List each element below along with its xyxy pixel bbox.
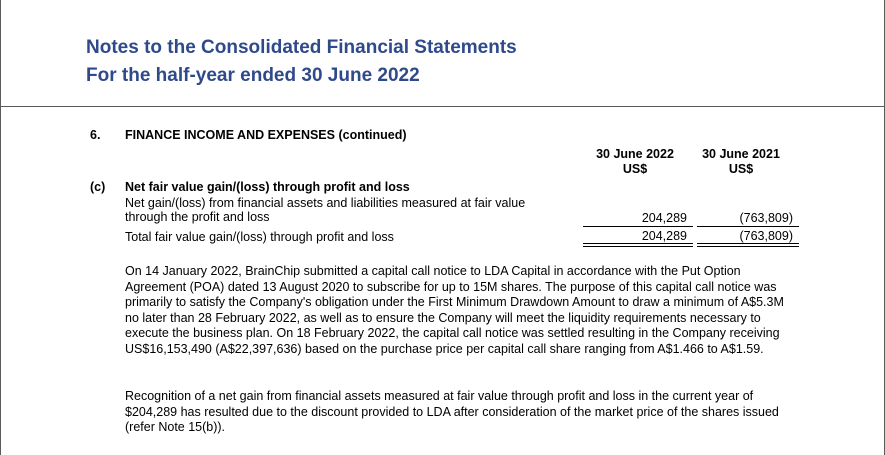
row-net-gain-2021: (763,809) — [739, 211, 793, 225]
row-total-2022: 204,289 — [641, 229, 687, 243]
column-header-2021 — [686, 147, 796, 177]
section-title: FINANCE INCOME AND EXPENSES (continued) — [125, 128, 407, 142]
row-net-gain-2022: 204,289 — [641, 211, 687, 225]
subsection-label: (c) — [90, 180, 106, 194]
paragraph-net-gain: Recognition of a net gain from financial assets measured at fair value through profit and loss in the current year of $204,289 has resulted due to the discount provided to LDA after consideration of the market price of the shares issued (refer Note 15(b)). — [125, 389, 779, 434]
column-date-2021: 30 June 2021 — [702, 147, 780, 161]
total-double-rule-top-2022 — [583, 243, 693, 244]
row-total-2021: (763,809) — [739, 229, 793, 243]
column-unit-2021: US$ — [728, 162, 754, 176]
header-title: Notes to the Consolidated Financial Statements — [86, 37, 517, 58]
total-double-rule-bottom-2022 — [583, 246, 693, 247]
page-header — [86, 34, 517, 90]
column-unit-2022: US$ — [622, 162, 648, 176]
header-divider — [0, 106, 885, 107]
total-double-rule-top-2021 — [697, 243, 799, 244]
row-total-label: Total fair value gain/(loss) through profit and loss — [125, 230, 394, 244]
row-net-gain-label: Net gain/(loss) from financial assets and liabilities measured at fair value through the profit and loss — [125, 196, 526, 224]
total-double-rule-bottom-2021 — [697, 246, 799, 247]
column-header-2022 — [580, 147, 690, 177]
subsection-title: Net fair value gain/(loss) through profit and loss — [125, 180, 410, 194]
subtotal-rule-2021 — [697, 226, 799, 227]
section-number: 6. — [90, 128, 101, 142]
header-subtitle: For the half-year ended 30 June 2022 — [86, 65, 420, 86]
subtotal-rule-2022 — [583, 226, 693, 227]
column-date-2022: 30 June 2022 — [596, 147, 674, 161]
paragraph-capital-call: On 14 January 2022, BrainChip submitted a capital call notice to LDA Capital in accordance with the Put Option Agreement (POA) dated 13 August 2020 to subscribe for up to 15M shares. The purpose of this capital call notice was primarily to satisfy the Company's obligation under the First Minimum Drawdown Amount to draw a minimum of A$5.3M no later than 28 February 2022, as well as to ensure the Company will meet the liquidity requirements necessary to execute the business plan. On 18 February 2022, the capital call notice was settled resulting in the Company receiving US$16,153,490 (A$22,397,636) based on the purchase price per capital call share ranging from A$1.466 to A$1.59. — [125, 264, 784, 356]
